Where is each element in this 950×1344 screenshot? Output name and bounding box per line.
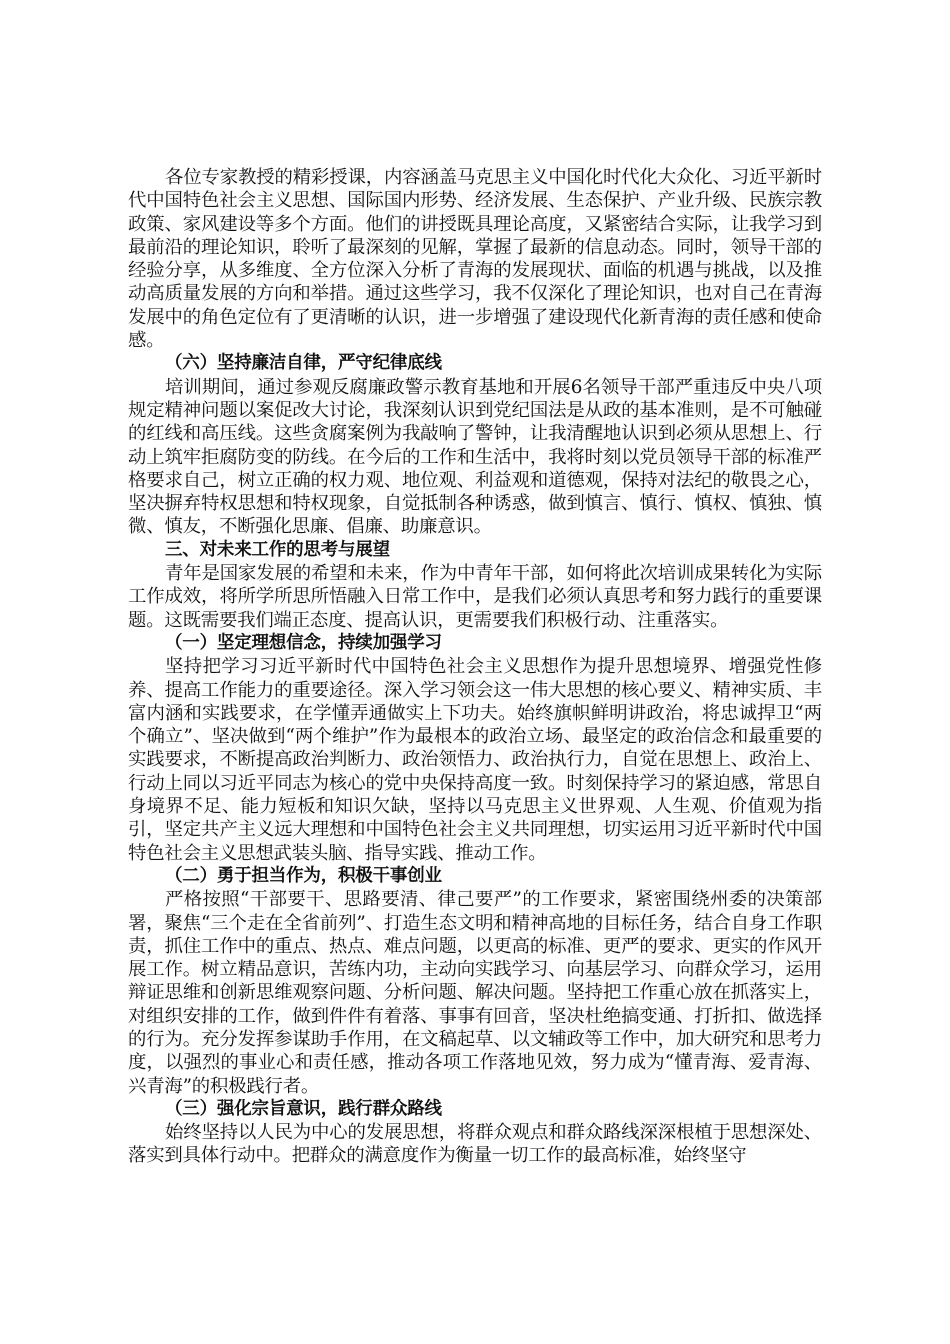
paragraph-integrity: 培训期间，通过参观反腐廉政警示教育基地和开展6名领导干部严重违反中央八项规定精神问题以案促改大讨论，我深刻认识到党纪国法是从政的基本准则，是不可触碰的红线和高压线。这些贪腐案例为我敲响了警钟，让我清醒地认识到必须从思想上、行动上筑牢拒腐防变的防线。在今后的工作和生活中，我将时刻以党员领导干部的标准严格要求自己，树立正确的权力观、地位观、利益观和道德观，保持对法纪的敬畏之心，坚决摒弃特权思想和特权现象，自觉抵制各种诱惑，做到慎言、慎行、慎权、慎独、慎微、慎友，不断强化思廉、倡廉、助廉意识。 — [128, 376, 822, 538]
paragraph-responsibility: 严格按照“干部要干、思路要清、律己要严”的工作要求，紧密围绕州委的决策部署，聚焦“三个走在全省前列”、打造生态文明和精神高地的目标任务，结合自身工作职责，抓住工作中的重点、热点、难点问题，以更高的标准、更严的要求、更实的作风开展工作。树立精品意识，苦练内功，主动向实践学习、向基层学习、向群众学习，运用辩证思维和创新思维观察问题、分析问题、解决问题。坚持把工作重心放在抓落实上，对组织安排的工作，做到件件有着落、事事有回音，坚决杜绝搞变通、打折扣、做选择的行为。充分发挥参谋助手作用，在文稿起草、以文辅政等工作中，加大研究和思考力度，以强烈的事业心和责任感，推动各项工作落地见效，努力成为“懂青海、爱青海、兴青海”的积极践行者。 — [128, 889, 822, 1097]
subheading-integrity: （六）坚持廉洁自律，严守纪律底线 — [165, 353, 442, 374]
subheading-ideals: （一）坚定理想信念，持续加强学习 — [165, 632, 442, 653]
paragraph-ideals: 坚持把学习习近平新时代中国特色社会主义思想作为提升思想境界、增强党性修养、提高工作能力的重要途径。深入学习领会这一伟大思想的核心要义、精神实质、丰富内涵和实践要求，在学懂弄通做实上下功夫。始终旗帜鲜明讲政治，将忠诚捍卫“两个确立”、坚决做到“两个维护”作为最根本的政治立场、最坚定的政治信念和最重要的实践要求，不断提高政治判断力、政治领悟力、政治执行力，自觉在思想上、政治上、行动上同以习近平同志为核心的党中央保持高度一致。时刻保持学习的紧迫感，常思自身境界不足、能力短板和知识欠缺，坚持以马克思主义世界观、人生观、价值观为指引，坚定共产主义远大理想和中国特色社会主义共同理想，切实运用习近平新时代中国特色社会主义思想武装头脑、指导实践、推动工作。 — [128, 656, 822, 864]
paragraph-lectures: 各位专家教授的精彩授课，内容涵盖马克思主义中国化时代化大众化、习近平新时代中国特色社会主义思想、国际国内形势、经济发展、生态保护、产业升级、民族宗教政策、家风建设等多个方面。他们的讲授既具理论高度，又紧密结合实际，让我学习到最前沿的理论知识，聆听了最深刻的见解，掌握了最新的信息动态。同时，领导干部的经验分享，从多维度、全方位深入分析了青海的发展现状、面临的机遇与挑战，以及推动高质量发展的方向和举措。通过这些学习，我不仅深化了理论知识，也对自己在青海发展中的角色定位有了更清晰的认识，进一步增强了建设现代化新青海的责任感和使命感。 — [128, 167, 822, 352]
subheading-mass-line: （三）强化宗旨意识，践行群众路线 — [165, 1098, 442, 1119]
section-heading-future: 三、对未来工作的思考与展望 — [165, 539, 390, 560]
paragraph-future-intro: 青年是国家发展的希望和未来，作为中青年干部，如何将此次培训成果转化为实际工作成效，将所学所思所悟融入日常工作中，是我们必须认真思考和努力践行的重要课题。这既需要我们端正态度、提高认识，更需要我们积极行动、注重落实。 — [128, 563, 822, 631]
paragraph-mass-line: 始终坚持以人民为中心的发展思想，将群众观点和群众路线深深根植于思想深处、落实到具体行动中。把群众的满意度作为衡量一切工作的最高标准，始终坚守 — [128, 1122, 822, 1167]
subheading-responsibility: （二）勇于担当作为，积极干事创业 — [165, 865, 442, 886]
document-page — [128, 166, 822, 1168]
